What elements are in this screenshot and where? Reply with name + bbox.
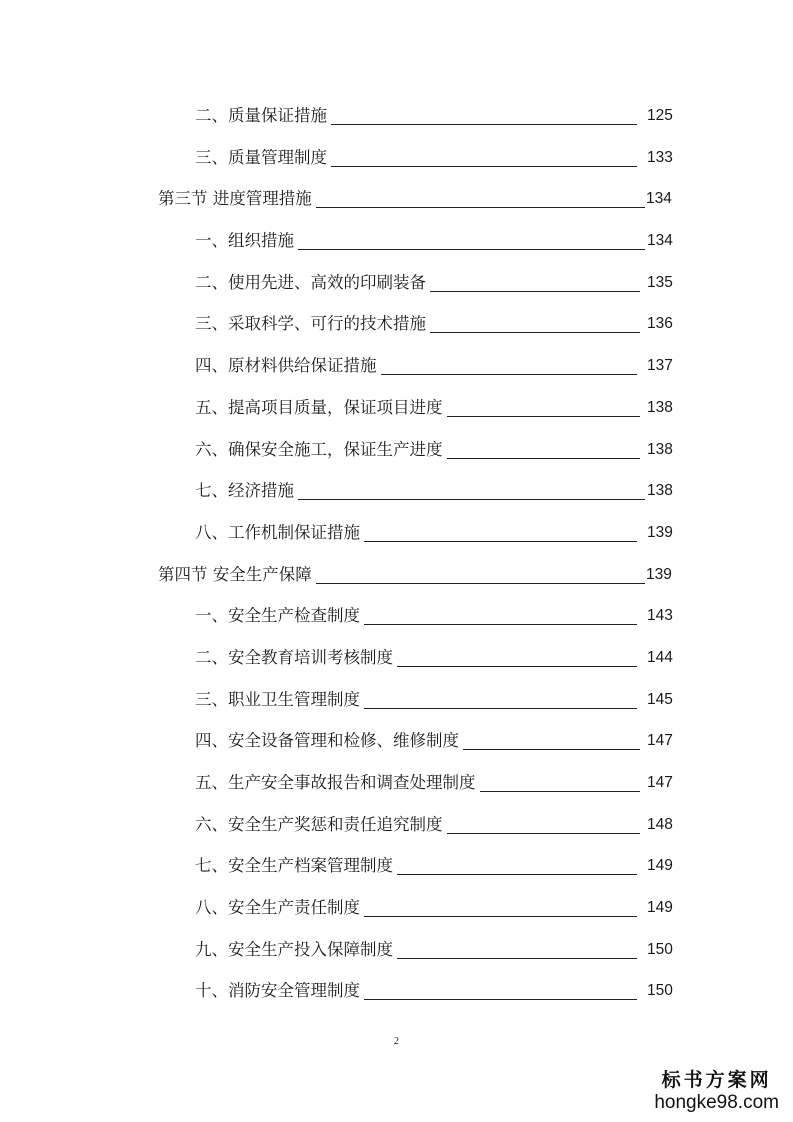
toc-entry[interactable] [0, 472, 793, 514]
toc-leader-line [364, 624, 637, 625]
toc-entry-page: 135 [647, 273, 673, 291]
toc-entry[interactable] [0, 806, 793, 848]
toc-entry-title: 九、安全生产投入保障制度 [195, 939, 393, 959]
toc-entry-title: 二、安全教育培训考核制度 [195, 647, 393, 667]
toc-entry[interactable] [0, 139, 793, 181]
toc-entry-title: 八、安全生产责任制度 [195, 898, 360, 918]
toc-entry-title: 三、职业卫生管理制度 [195, 689, 360, 709]
toc-entry[interactable] [0, 722, 793, 764]
toc-entry[interactable] [0, 97, 793, 139]
toc-entry[interactable] [0, 889, 793, 931]
toc-entry-page: 136 [647, 315, 673, 333]
toc-entry-page: 138 [647, 440, 673, 458]
toc-entry[interactable] [0, 597, 793, 639]
watermark [654, 1065, 779, 1114]
toc-entry-page: 138 [647, 482, 673, 500]
toc-entry[interactable] [0, 681, 793, 723]
toc-leader-line [364, 916, 637, 917]
toc-entry-page: 137 [647, 357, 673, 375]
toc-entry-page: 150 [647, 982, 673, 1000]
toc-leader-line [364, 541, 637, 542]
toc-entry-title: 二、质量保证措施 [195, 106, 327, 125]
toc-entry-page: 148 [647, 815, 673, 833]
toc-entry-page: 139 [647, 523, 673, 541]
toc-entry-page: 145 [647, 690, 673, 708]
toc-entry-title: 六、确保安全施工，保证生产进度 [195, 439, 443, 459]
toc-entry-page: 150 [647, 940, 673, 958]
toc-entry[interactable] [0, 347, 793, 389]
toc-entry-title: 六、安全生产奖惩和责任追究制度 [195, 814, 443, 834]
toc-entry-page: 139 [646, 565, 672, 583]
toc-leader-line [397, 666, 637, 667]
toc-entry[interactable] [0, 389, 793, 431]
toc-entry-title: 三、采取科学、可行的技术措施 [195, 314, 426, 334]
toc-entry[interactable] [0, 431, 793, 473]
toc-entry-title: 八、工作机制保证措施 [195, 522, 360, 542]
watermark-title: 标书方案网 [661, 1069, 772, 1091]
toc-entry[interactable] [0, 972, 793, 1014]
toc-entry[interactable] [0, 931, 793, 973]
toc-leader-line [381, 374, 637, 375]
page-number: 2 [394, 1036, 399, 1047]
toc-entry[interactable] [0, 556, 793, 598]
toc-leader-line [397, 874, 637, 875]
toc-entry-title: 五、提高项目质量，保证项目进度 [195, 397, 443, 417]
toc-entry-title: 第三节 进度管理措施 [158, 189, 312, 209]
toc-leader-line [430, 332, 640, 333]
toc-entry-title: 第四节 安全生产保障 [158, 564, 312, 584]
toc-entry-page: 147 [647, 732, 673, 750]
toc-leader-line [298, 499, 645, 500]
toc-leader-line [397, 958, 637, 959]
toc-entry-title: 七、安全生产档案管理制度 [195, 856, 393, 876]
toc-entry-page: 138 [647, 398, 673, 416]
toc-entry[interactable] [0, 305, 793, 347]
toc-entry[interactable] [0, 180, 793, 222]
toc-entry-title: 四、安全设备管理和检修、维修制度 [195, 731, 459, 751]
toc-leader-line [331, 166, 637, 167]
toc-entry[interactable] [0, 264, 793, 306]
toc-entry[interactable] [0, 639, 793, 681]
toc-leader-line [316, 583, 645, 584]
toc-entry-page: 134 [646, 190, 672, 208]
toc-leader-line [364, 999, 637, 1000]
toc-entry[interactable] [0, 847, 793, 889]
toc-entry-page: 143 [647, 607, 673, 625]
toc-entry-title: 七、经济措施 [195, 481, 294, 501]
toc-leader-line [447, 416, 640, 417]
toc-entry[interactable] [0, 222, 793, 264]
toc-entry-title: 四、原材料供给保证措施 [195, 356, 377, 376]
toc-entry-page: 149 [647, 857, 673, 875]
toc-entry-title: 十、消防安全管理制度 [195, 981, 360, 1001]
toc-entry-title: 二、使用先进、高效的印刷装备 [195, 272, 426, 292]
watermark-url: hongke98.com [654, 1092, 779, 1113]
toc-entry[interactable] [0, 514, 793, 556]
toc-entry-title: 三、质量管理制度 [195, 147, 327, 167]
toc-leader-line [463, 749, 640, 750]
toc-entry-title: 一、组织措施 [195, 231, 294, 251]
toc-leader-line [298, 249, 645, 250]
table-of-contents [0, 97, 793, 1014]
toc-entry-title: 一、安全生产检查制度 [195, 606, 360, 626]
toc-leader-line [447, 458, 640, 459]
toc-entry-page: 149 [647, 899, 673, 917]
toc-entry[interactable] [0, 764, 793, 806]
toc-leader-line [316, 207, 645, 208]
toc-entry-page: 144 [647, 648, 673, 666]
toc-leader-line [331, 124, 637, 125]
toc-entry-page: 134 [647, 232, 673, 250]
toc-entry-page: 147 [647, 774, 673, 791]
toc-entry-title: 五、生产安全事故报告和调查处理制度 [195, 773, 476, 792]
toc-leader-line [480, 791, 640, 792]
toc-leader-line [364, 708, 637, 709]
toc-leader-line [430, 291, 640, 292]
toc-leader-line [447, 833, 640, 834]
toc-entry-page: 125 [647, 107, 673, 124]
toc-entry-page: 133 [647, 148, 673, 166]
